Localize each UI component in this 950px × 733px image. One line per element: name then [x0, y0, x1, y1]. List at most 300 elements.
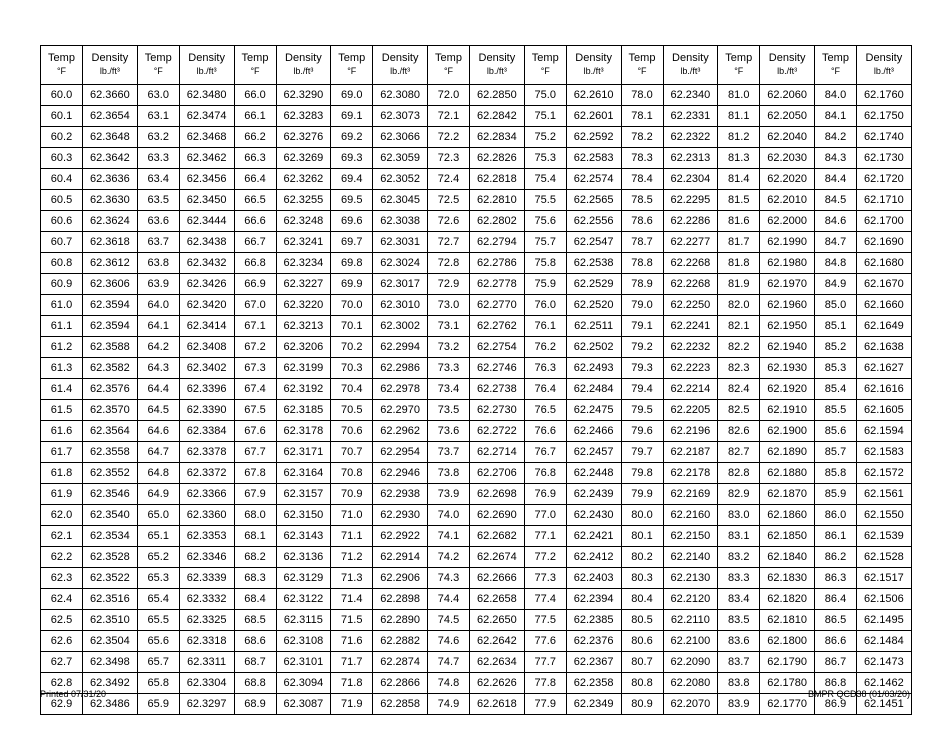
temp-cell: 63.7 — [137, 232, 179, 253]
temp-cell: 75.3 — [524, 148, 566, 169]
density-cell: 62.1900 — [760, 421, 815, 442]
density-cell: 62.3290 — [276, 85, 331, 106]
temp-cell: 67.5 — [234, 400, 276, 421]
temp-cell: 82.1 — [718, 316, 760, 337]
temp-cell: 81.0 — [718, 85, 760, 106]
density-cell: 62.2304 — [663, 169, 718, 190]
header-label: Temp — [628, 52, 656, 64]
density-cell: 62.2169 — [663, 484, 718, 505]
density-cell: 62.2994 — [373, 337, 428, 358]
density-cell: 62.3444 — [179, 211, 234, 232]
temp-cell: 68.2 — [234, 547, 276, 568]
density-cell: 62.2818 — [470, 169, 525, 190]
density-cell: 62.1670 — [857, 274, 912, 295]
temp-cell: 62.9 — [41, 694, 83, 715]
temp-cell: 60.0 — [41, 85, 83, 106]
temp-cell: 63.3 — [137, 148, 179, 169]
temp-cell: 74.1 — [428, 526, 470, 547]
density-cell: 62.2196 — [663, 421, 718, 442]
temp-cell: 60.6 — [41, 211, 83, 232]
density-cell: 62.2698 — [470, 484, 525, 505]
density-cell: 62.3017 — [373, 274, 428, 295]
density-cell: 62.3010 — [373, 295, 428, 316]
density-cell: 62.2060 — [760, 85, 815, 106]
density-cell: 62.3143 — [276, 526, 331, 547]
temp-cell: 67.0 — [234, 295, 276, 316]
density-cell: 62.1638 — [857, 337, 912, 358]
form-id: BMPR QCD38 (01/03/20) — [807, 689, 910, 699]
density-cell: 62.2954 — [373, 442, 428, 463]
density-cell: 62.1462 — [857, 673, 912, 694]
temp-cell: 68.7 — [234, 652, 276, 673]
density-cell: 62.3304 — [179, 673, 234, 694]
temp-cell: 85.1 — [815, 316, 857, 337]
table-row — [41, 400, 912, 421]
density-cell: 62.3297 — [179, 694, 234, 715]
temp-cell: 84.3 — [815, 148, 857, 169]
temp-cell: 64.2 — [137, 337, 179, 358]
header-label: Density — [768, 52, 806, 64]
density-cell: 62.2842 — [470, 106, 525, 127]
temp-cell: 85.3 — [815, 358, 857, 379]
density-cell: 62.3384 — [179, 421, 234, 442]
table-row — [41, 190, 912, 211]
density-cell: 62.3450 — [179, 190, 234, 211]
density-cell: 62.1840 — [760, 547, 815, 568]
temp-cell: 69.2 — [331, 127, 373, 148]
density-cell: 62.3346 — [179, 547, 234, 568]
temp-cell: 82.7 — [718, 442, 760, 463]
temp-cell: 66.8 — [234, 253, 276, 274]
temp-cell: 60.3 — [41, 148, 83, 169]
density-cell: 62.2430 — [566, 505, 621, 526]
temp-cell: 76.0 — [524, 295, 566, 316]
header-label: Density — [672, 52, 709, 64]
temp-cell: 72.8 — [428, 253, 470, 274]
temp-cell: 73.3 — [428, 358, 470, 379]
density-cell: 62.2394 — [566, 589, 621, 610]
density-cell: 62.3456 — [179, 169, 234, 190]
temp-cell: 69.6 — [331, 211, 373, 232]
temp-cell: 76.5 — [524, 400, 566, 421]
temp-cell: 70.0 — [331, 295, 373, 316]
density-cell: 62.3038 — [373, 211, 428, 232]
temp-cell: 62.4 — [41, 589, 83, 610]
density-cell: 62.1451 — [857, 694, 912, 715]
density-cell: 62.2205 — [663, 400, 718, 421]
temp-cell: 66.3 — [234, 148, 276, 169]
density-cell: 62.2874 — [373, 652, 428, 673]
header-label: Temp — [822, 52, 849, 64]
temp-cell: 60.5 — [41, 190, 83, 211]
temp-cell: 79.9 — [621, 484, 663, 505]
header-unit: °F — [153, 66, 163, 76]
temp-cell: 82.8 — [718, 463, 760, 484]
temp-cell: 70.8 — [331, 463, 373, 484]
header-unit: °F — [250, 66, 260, 76]
temp-cell: 76.7 — [524, 442, 566, 463]
temp-cell: 76.6 — [524, 421, 566, 442]
density-cell: 62.3432 — [179, 253, 234, 274]
density-cell: 62.3325 — [179, 610, 234, 631]
density-cell: 62.3150 — [276, 505, 331, 526]
density-cell: 62.3630 — [83, 190, 138, 211]
temp-cell: 67.6 — [234, 421, 276, 442]
temp-cell: 73.6 — [428, 421, 470, 442]
temp-cell: 85.8 — [815, 463, 857, 484]
temp-cell: 81.7 — [718, 232, 760, 253]
temp-cell: 83.4 — [718, 589, 760, 610]
temp-cell: 68.4 — [234, 589, 276, 610]
density-cell: 62.2722 — [470, 421, 525, 442]
temp-cell: 62.0 — [41, 505, 83, 526]
temp-cell: 66.4 — [234, 169, 276, 190]
temp-cell: 83.6 — [718, 631, 760, 652]
temp-cell: 84.7 — [815, 232, 857, 253]
density-cell: 62.1583 — [857, 442, 912, 463]
temp-cell: 74.3 — [428, 568, 470, 589]
temp-cell: 73.1 — [428, 316, 470, 337]
density-cell: 62.2178 — [663, 463, 718, 484]
density-cell: 62.3636 — [83, 169, 138, 190]
density-cell: 62.3552 — [83, 463, 138, 484]
density-cell: 62.2457 — [566, 442, 621, 463]
temp-cell: 69.0 — [331, 85, 373, 106]
table-row — [41, 253, 912, 274]
temp-cell: 62.5 — [41, 610, 83, 631]
density-cell: 62.1720 — [857, 169, 912, 190]
density-cell: 62.2529 — [566, 274, 621, 295]
density-cell: 62.3248 — [276, 211, 331, 232]
density-cell: 62.1830 — [760, 568, 815, 589]
header-unit: °F — [443, 66, 454, 76]
density-cell: 62.1561 — [857, 484, 912, 505]
temp-cell: 76.9 — [524, 484, 566, 505]
density-cell: 62.3353 — [179, 526, 234, 547]
density-cell: 62.3339 — [179, 568, 234, 589]
temp-cell: 72.3 — [428, 148, 470, 169]
header-temp — [234, 46, 276, 85]
temp-cell: 73.0 — [428, 295, 470, 316]
temp-cell: 65.6 — [137, 631, 179, 652]
header-density — [663, 46, 718, 85]
table-row — [41, 358, 912, 379]
density-cell: 62.2666 — [470, 568, 525, 589]
temp-cell: 83.3 — [718, 568, 760, 589]
temp-cell: 65.7 — [137, 652, 179, 673]
density-cell: 62.3080 — [373, 85, 428, 106]
density-cell: 62.2898 — [373, 589, 428, 610]
density-cell: 62.2601 — [566, 106, 621, 127]
temp-cell: 80.4 — [621, 589, 663, 610]
header-label: Temp — [725, 52, 753, 64]
density-cell: 62.2706 — [470, 463, 525, 484]
table-row — [41, 568, 912, 589]
temp-cell: 64.8 — [137, 463, 179, 484]
temp-cell: 78.9 — [621, 274, 663, 295]
temp-cell: 80.3 — [621, 568, 663, 589]
density-cell: 62.2574 — [566, 169, 621, 190]
temp-cell: 81.8 — [718, 253, 760, 274]
temp-cell: 66.0 — [234, 85, 276, 106]
density-cell: 62.3171 — [276, 442, 331, 463]
density-cell: 62.2690 — [470, 505, 525, 526]
temp-cell: 73.4 — [428, 379, 470, 400]
density-cell: 62.1680 — [857, 253, 912, 274]
density-cell: 62.2754 — [470, 337, 525, 358]
temp-cell: 73.9 — [428, 484, 470, 505]
density-cell: 62.2448 — [566, 463, 621, 484]
temp-cell: 69.5 — [331, 190, 373, 211]
temp-cell: 80.7 — [621, 652, 663, 673]
density-cell: 62.3582 — [83, 358, 138, 379]
density-cell: 62.3136 — [276, 547, 331, 568]
density-cell: 62.2268 — [663, 274, 718, 295]
density-cell: 62.1572 — [857, 463, 912, 484]
density-cell: 62.2826 — [470, 148, 525, 169]
temp-cell: 73.2 — [428, 337, 470, 358]
density-cell: 62.3660 — [83, 85, 138, 106]
temp-cell: 78.8 — [621, 253, 663, 274]
header-unit: lb./ft³ — [196, 66, 217, 76]
density-cell: 62.3213 — [276, 316, 331, 337]
density-cell: 62.3612 — [83, 253, 138, 274]
temp-cell: 68.1 — [234, 526, 276, 547]
temp-cell: 82.0 — [718, 295, 760, 316]
temp-cell: 65.4 — [137, 589, 179, 610]
temp-cell: 77.3 — [524, 568, 566, 589]
density-cell: 62.2040 — [760, 127, 815, 148]
density-cell: 62.2850 — [470, 85, 525, 106]
temp-cell: 68.6 — [234, 631, 276, 652]
density-cell: 62.2592 — [566, 127, 621, 148]
temp-cell: 70.1 — [331, 316, 373, 337]
table-row — [41, 232, 912, 253]
density-cell: 62.3002 — [373, 316, 428, 337]
temp-cell: 80.0 — [621, 505, 663, 526]
temp-cell: 71.6 — [331, 631, 373, 652]
density-cell: 62.2030 — [760, 148, 815, 169]
density-cell: 62.2511 — [566, 316, 621, 337]
temp-cell: 63.2 — [137, 127, 179, 148]
density-cell: 62.3468 — [179, 127, 234, 148]
density-cell: 62.1616 — [857, 379, 912, 400]
density-cell: 62.3052 — [373, 169, 428, 190]
header-label: Temp — [338, 52, 366, 64]
density-cell: 62.3438 — [179, 232, 234, 253]
temp-cell: 81.5 — [718, 190, 760, 211]
header-unit: lb./ft³ — [777, 66, 798, 76]
density-cell: 62.1870 — [760, 484, 815, 505]
temp-cell: 77.5 — [524, 610, 566, 631]
temp-cell: 83.9 — [718, 694, 760, 715]
temp-cell: 84.2 — [815, 127, 857, 148]
density-cell: 62.3534 — [83, 526, 138, 547]
density-cell: 62.3360 — [179, 505, 234, 526]
header-label: Density — [91, 52, 129, 64]
temp-cell: 86.7 — [815, 652, 857, 673]
temp-cell: 67.1 — [234, 316, 276, 337]
temp-cell: 73.8 — [428, 463, 470, 484]
temp-cell: 79.5 — [621, 400, 663, 421]
temp-cell: 68.5 — [234, 610, 276, 631]
temp-cell: 63.4 — [137, 169, 179, 190]
density-cell: 62.2100 — [663, 631, 718, 652]
temp-cell: 60.7 — [41, 232, 83, 253]
density-cell: 62.2160 — [663, 505, 718, 526]
density-cell: 62.3094 — [276, 673, 331, 694]
temp-cell: 82.2 — [718, 337, 760, 358]
density-cell: 62.3402 — [179, 358, 234, 379]
temp-cell: 84.1 — [815, 106, 857, 127]
temp-cell: 61.5 — [41, 400, 83, 421]
density-cell: 62.3108 — [276, 631, 331, 652]
density-cell: 62.2938 — [373, 484, 428, 505]
density-cell: 62.2322 — [663, 127, 718, 148]
temp-cell: 64.4 — [137, 379, 179, 400]
temp-cell: 86.0 — [815, 505, 857, 526]
temp-cell: 61.8 — [41, 463, 83, 484]
table-row — [41, 442, 912, 463]
temp-cell: 78.7 — [621, 232, 663, 253]
density-cell: 62.2786 — [470, 253, 525, 274]
temp-cell: 86.9 — [815, 694, 857, 715]
temp-cell: 77.4 — [524, 589, 566, 610]
density-cell: 62.2946 — [373, 463, 428, 484]
density-cell: 62.1970 — [760, 274, 815, 295]
density-cell: 62.1800 — [760, 631, 815, 652]
density-cell: 62.1930 — [760, 358, 815, 379]
density-cell: 62.2110 — [663, 610, 718, 631]
density-cell: 62.3540 — [83, 505, 138, 526]
header-density — [566, 46, 621, 85]
density-cell: 62.2858 — [373, 694, 428, 715]
table-row — [41, 694, 912, 715]
density-cell: 62.2466 — [566, 421, 621, 442]
temp-cell: 82.6 — [718, 421, 760, 442]
header-label: Density — [381, 52, 419, 64]
density-cell: 62.2439 — [566, 484, 621, 505]
temp-cell: 71.1 — [331, 526, 373, 547]
temp-cell: 72.2 — [428, 127, 470, 148]
density-cell: 62.3594 — [83, 295, 138, 316]
temp-cell: 62.2 — [41, 547, 83, 568]
temp-cell: 80.9 — [621, 694, 663, 715]
density-cell: 62.2565 — [566, 190, 621, 211]
header-temp — [718, 46, 760, 85]
header-unit: °F — [637, 66, 647, 76]
temp-cell: 78.1 — [621, 106, 663, 127]
density-cell: 62.1730 — [857, 148, 912, 169]
temp-cell: 80.1 — [621, 526, 663, 547]
temp-cell: 77.1 — [524, 526, 566, 547]
table-row — [41, 295, 912, 316]
density-cell: 62.3241 — [276, 232, 331, 253]
header-row — [41, 46, 912, 85]
density-cell: 62.3178 — [276, 421, 331, 442]
temp-cell: 69.8 — [331, 253, 373, 274]
density-cell: 62.2050 — [760, 106, 815, 127]
density-cell: 62.3255 — [276, 190, 331, 211]
header-unit: lb./ft³ — [486, 66, 507, 76]
density-cell: 62.3206 — [276, 337, 331, 358]
temp-cell: 62.7 — [41, 652, 83, 673]
temp-cell: 65.5 — [137, 610, 179, 631]
temp-cell: 63.9 — [137, 274, 179, 295]
temp-cell: 72.0 — [428, 85, 470, 106]
temp-cell: 85.2 — [815, 337, 857, 358]
temp-cell: 63.0 — [137, 85, 179, 106]
table-row — [41, 316, 912, 337]
density-cell: 62.3024 — [373, 253, 428, 274]
temp-cell: 68.8 — [234, 673, 276, 694]
density-cell: 62.3564 — [83, 421, 138, 442]
density-cell: 62.3528 — [83, 547, 138, 568]
header-label: Temp — [241, 52, 269, 64]
header-unit: lb./ft³ — [293, 66, 314, 76]
temp-cell: 71.3 — [331, 568, 373, 589]
table-row — [41, 421, 912, 442]
density-cell: 62.1506 — [857, 589, 912, 610]
temp-cell: 70.3 — [331, 358, 373, 379]
temp-cell: 79.8 — [621, 463, 663, 484]
density-cell: 62.2130 — [663, 568, 718, 589]
density-cell: 62.1810 — [760, 610, 815, 631]
density-cell: 62.1760 — [857, 85, 912, 106]
density-cell: 62.1860 — [760, 505, 815, 526]
table-row — [41, 505, 912, 526]
header-label: Density — [285, 52, 322, 64]
temp-cell: 76.2 — [524, 337, 566, 358]
density-cell: 62.2313 — [663, 148, 718, 169]
density-cell: 62.1550 — [857, 505, 912, 526]
density-cell: 62.2000 — [760, 211, 815, 232]
temp-cell: 61.1 — [41, 316, 83, 337]
temp-cell: 67.4 — [234, 379, 276, 400]
density-cell: 62.2277 — [663, 232, 718, 253]
temp-cell: 73.5 — [428, 400, 470, 421]
density-cell: 62.2746 — [470, 358, 525, 379]
temp-cell: 85.4 — [815, 379, 857, 400]
table-row — [41, 127, 912, 148]
temp-cell: 63.1 — [137, 106, 179, 127]
header-label: Temp — [144, 52, 172, 64]
temp-cell: 86.4 — [815, 589, 857, 610]
temp-cell: 71.2 — [331, 547, 373, 568]
density-cell: 62.2794 — [470, 232, 525, 253]
table-row — [41, 589, 912, 610]
density-cell: 62.3414 — [179, 316, 234, 337]
temp-cell: 76.1 — [524, 316, 566, 337]
density-cell: 62.2762 — [470, 316, 525, 337]
density-cell: 62.3618 — [83, 232, 138, 253]
density-cell: 62.2403 — [566, 568, 621, 589]
density-cell: 62.2376 — [566, 631, 621, 652]
temp-cell: 72.9 — [428, 274, 470, 295]
temp-cell: 61.6 — [41, 421, 83, 442]
density-cell: 62.1495 — [857, 610, 912, 631]
temp-cell: 78.4 — [621, 169, 663, 190]
density-cell: 62.2890 — [373, 610, 428, 631]
density-cell: 62.3576 — [83, 379, 138, 400]
temp-cell: 63.5 — [137, 190, 179, 211]
density-cell: 62.3390 — [179, 400, 234, 421]
density-cell: 62.2778 — [470, 274, 525, 295]
density-cell: 62.2658 — [470, 589, 525, 610]
temp-cell: 66.2 — [234, 127, 276, 148]
temp-cell: 83.7 — [718, 652, 760, 673]
table-row — [41, 211, 912, 232]
